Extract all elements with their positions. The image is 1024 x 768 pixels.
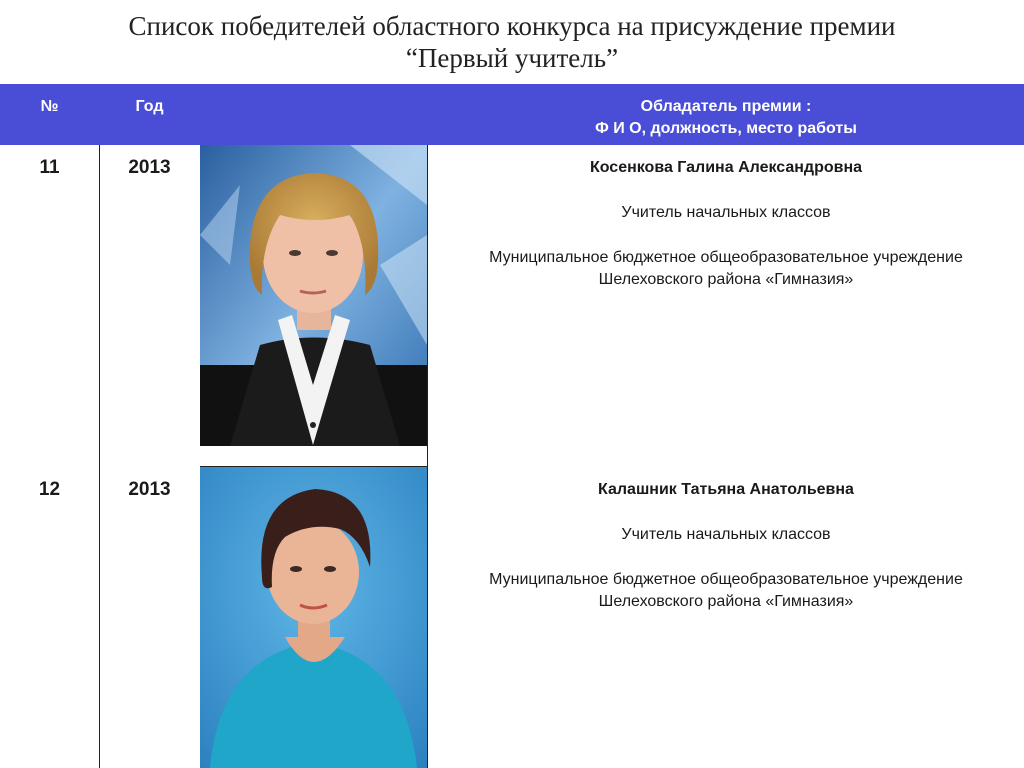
table-row bbox=[0, 467, 1024, 768]
row-number: 11 bbox=[39, 157, 60, 178]
winner-position: Учитель начальных классов bbox=[621, 526, 831, 543]
winner-photo bbox=[200, 467, 427, 768]
page-title-line-1: Список победителей областного конкурса на присуждение премии bbox=[128, 11, 896, 41]
organization-line-2: Шелеховского района «Гимназия» bbox=[598, 593, 854, 610]
organization-line-2: Шелеховского района «Гимназия» bbox=[598, 271, 854, 288]
winner-position: Учитель начальных классов bbox=[621, 204, 831, 221]
winner-info bbox=[428, 479, 1024, 613]
header-holder-line-2: Ф И О, должность, место работы bbox=[595, 120, 857, 137]
row-year: 2013 bbox=[128, 479, 171, 500]
winner-organization bbox=[428, 247, 1024, 291]
winner-organization bbox=[428, 569, 1024, 613]
page-title bbox=[0, 10, 1024, 74]
organization-line-1: Муниципальное бюджетное общеобразовательное учреждение bbox=[489, 571, 963, 588]
winner-name: Калашник Татьяна Анатольевна bbox=[598, 481, 854, 498]
winner-info bbox=[428, 157, 1024, 291]
page-title-line-2: “Первый учитель” bbox=[405, 43, 619, 73]
header-year: Год bbox=[135, 98, 164, 115]
header-holder bbox=[428, 96, 1024, 140]
header-holder-line-1: Обладатель премии : bbox=[640, 98, 812, 115]
row-number: 12 bbox=[38, 479, 61, 500]
row-year: 2013 bbox=[128, 157, 171, 178]
winner-photo bbox=[200, 145, 427, 446]
organization-line-1: Муниципальное бюджетное общеобразовательное учреждение bbox=[489, 249, 963, 266]
table-row bbox=[0, 145, 1024, 466]
header-number: № bbox=[40, 98, 59, 115]
table-header bbox=[0, 84, 1024, 145]
winner-name: Косенкова Галина Александровна bbox=[589, 159, 863, 176]
